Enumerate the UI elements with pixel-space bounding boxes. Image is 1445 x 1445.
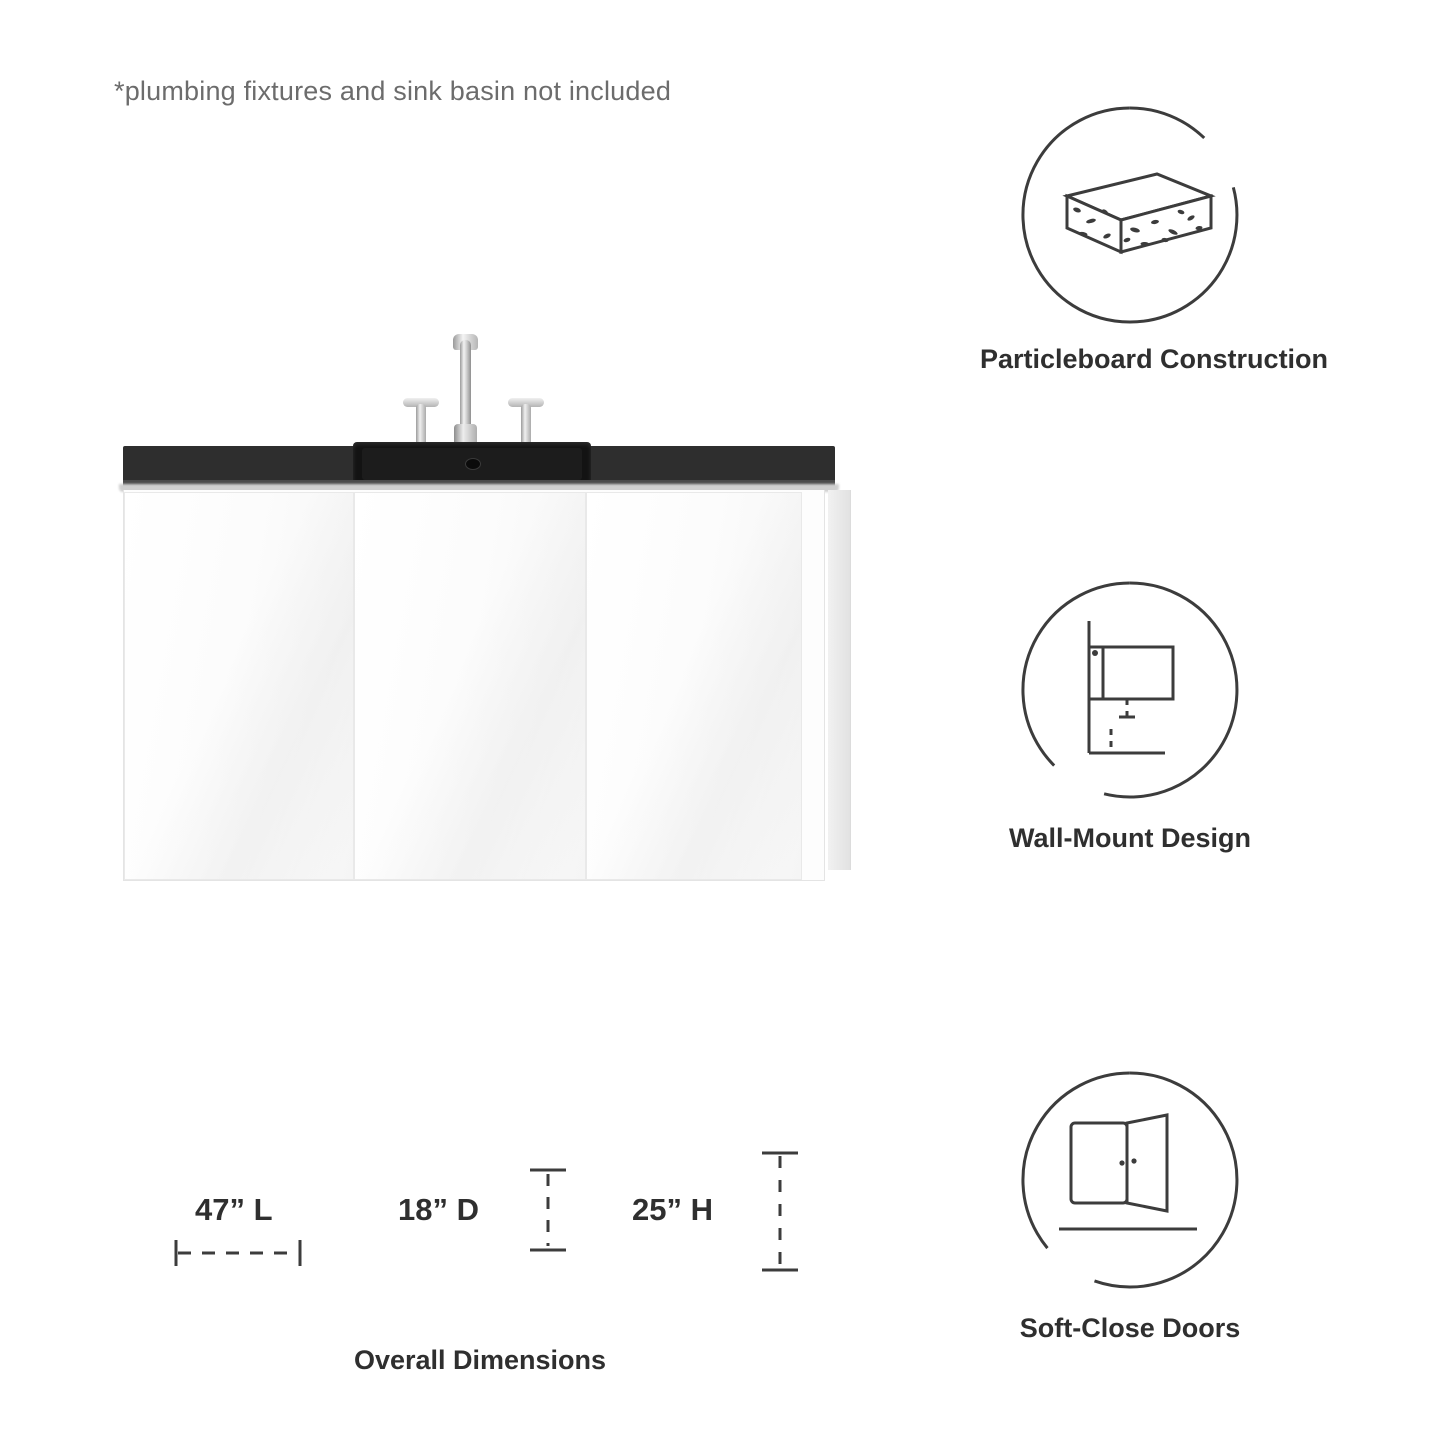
dimension-length-label: 47” L — [195, 1192, 273, 1227]
dimension-height-label: 25” H — [632, 1192, 713, 1227]
product-illustration — [110, 330, 850, 900]
feature-soft-close — [980, 1065, 1280, 1344]
dimensions-caption: Overall Dimensions — [353, 1345, 607, 1375]
dimension-length — [140, 1150, 370, 1300]
feature-soft-close-label: Soft-Close Doors — [1019, 1313, 1241, 1343]
door-gloss — [125, 493, 353, 879]
dimension-depth — [370, 1150, 600, 1300]
dimension-height — [610, 1150, 840, 1300]
soft-close-doors-icon — [1015, 1065, 1245, 1295]
particleboard-slab-icon — [1015, 100, 1245, 330]
cabinet-door-left — [124, 492, 354, 880]
dimension-height-arrow-icon — [610, 1150, 840, 1310]
feature-particleboard-label: Particleboard Construction — [980, 344, 1329, 374]
door-gloss — [587, 493, 801, 879]
dimension-depth-label: 18” D — [398, 1192, 479, 1227]
feature-particleboard — [980, 100, 1329, 375]
disclaimer-text: *plumbing fixtures and sink basin not included — [114, 76, 672, 106]
cabinet-door-center — [354, 492, 586, 880]
cabinet-side-panel — [828, 490, 851, 870]
dimensions-block — [140, 1150, 820, 1410]
feature-wall-mount-label: Wall-Mount Design — [1009, 823, 1251, 853]
door-gloss — [355, 493, 585, 879]
feature-wall-mount — [980, 575, 1280, 854]
wall-mount-bracket-icon — [1015, 575, 1245, 805]
sink-drain — [465, 458, 481, 470]
cabinet-door-right — [586, 492, 802, 880]
